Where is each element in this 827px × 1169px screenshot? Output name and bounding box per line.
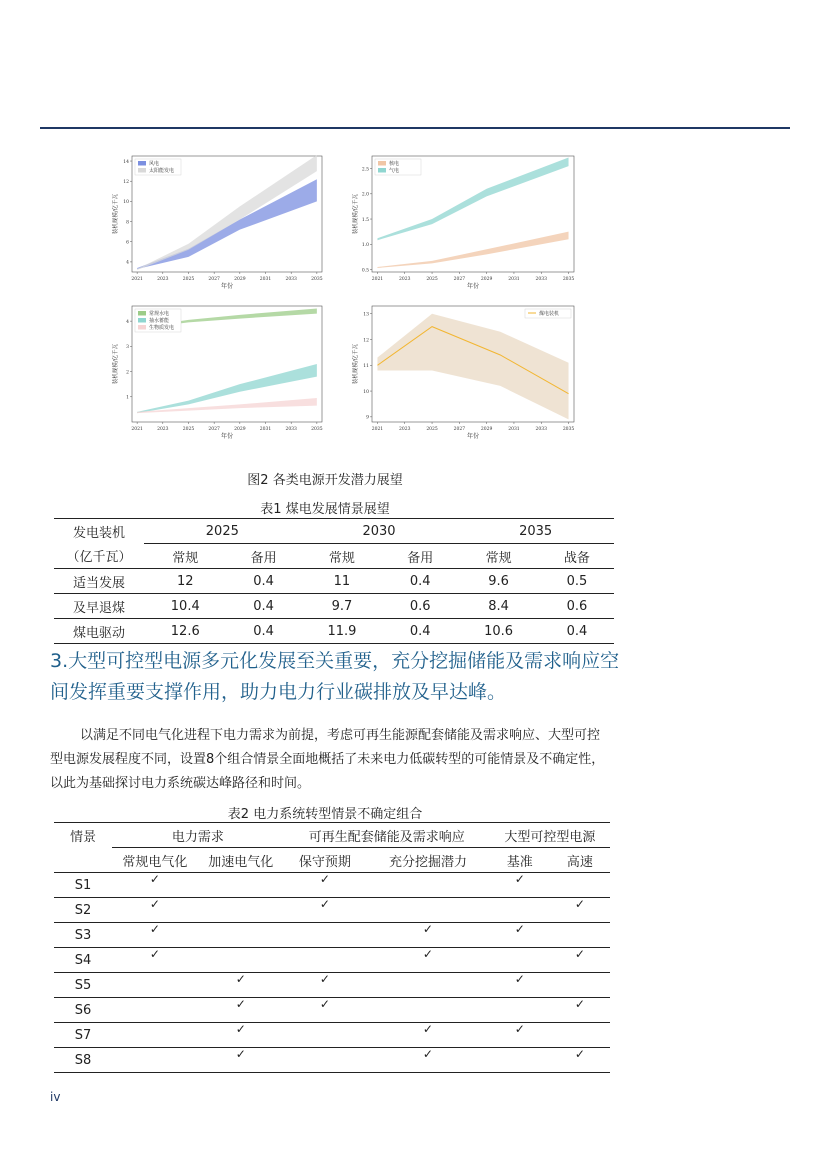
check-icon: ✓	[319, 896, 330, 911]
y-tick-label: 13	[363, 312, 369, 318]
y-axis-label: 装机规模/亿千瓦	[353, 343, 359, 385]
table2-cell	[198, 1048, 284, 1073]
legend-swatch	[138, 161, 146, 166]
table-row	[54, 873, 610, 898]
table2-group: 电力需求	[112, 823, 284, 848]
x-tick-label: 2031	[259, 277, 272, 282]
legend-swatch	[138, 318, 146, 323]
table1-subhead: 常规	[144, 544, 227, 569]
legend-label: 气电	[389, 168, 400, 174]
table2-cell	[112, 873, 198, 898]
section-heading: 3.大型可控型电源多元化发展至关重要，充分挖掘储能及需求响应空间发挥重要支撑作用，助力电力行业碳排放及早达峰。	[50, 650, 620, 703]
table2-cell	[550, 898, 610, 923]
page-number: iv	[50, 1090, 61, 1104]
y-axis-label: 装机规模/亿千瓦	[113, 193, 119, 235]
table2-cell	[550, 948, 610, 973]
table2-cell	[284, 1048, 366, 1073]
y-tick-label: 3	[126, 345, 129, 351]
check-icon: ✓	[319, 971, 330, 986]
y-tick-label: 4	[126, 260, 129, 266]
x-tick-label: 2021	[371, 277, 384, 282]
x-tick-label: 2031	[508, 277, 520, 282]
table2-cell	[198, 898, 284, 923]
figure-caption: 图2 各类电源开发潜力展望	[247, 473, 403, 488]
table1-cell: 0.6	[383, 594, 457, 619]
table2-cell	[490, 898, 550, 923]
table2-cell	[198, 948, 284, 973]
body-paragraph: 以满足不同电气化进程下电力需求为前提，考虑可再生能源配套储能及需求响应、大型可控型电源发展程度不同，设置8个组合情景全面地概括了未来电力低碳转型的可能情景及不确定性，以此为基础探讨电力系统碳达峰路径和时间。	[50, 728, 605, 791]
x-tick-label: 2023	[157, 427, 169, 432]
legend-label: 风电	[149, 161, 160, 167]
x-tick-label: 2033	[535, 427, 547, 432]
x-tick-label: 2027	[453, 277, 466, 282]
table2-cell	[112, 898, 198, 923]
table2-cell	[284, 923, 366, 948]
y-axis-label: 装机规模/亿千瓦	[353, 193, 359, 235]
table1-year: 2035	[457, 519, 614, 544]
check-icon: ✓	[422, 921, 433, 936]
y-tick-label: 4	[126, 319, 129, 325]
legend-label: 生物质发电	[149, 325, 175, 331]
table2-cell	[490, 1048, 550, 1073]
check-icon: ✓	[149, 946, 160, 961]
band-area	[377, 314, 568, 420]
x-tick-label: 2029	[480, 427, 493, 432]
table2-cell	[366, 973, 490, 998]
table2-cell	[284, 1023, 366, 1048]
check-icon: ✓	[574, 946, 585, 961]
check-icon: ✓	[319, 996, 330, 1011]
check-icon: ✓	[514, 871, 525, 886]
x-tick-label: 2021	[371, 427, 384, 432]
legend-label: 常规水电	[149, 311, 170, 317]
check-icon: ✓	[235, 1046, 246, 1061]
legend-swatch	[138, 168, 146, 173]
x-tick-label: 2033	[535, 277, 547, 282]
table2-cell	[490, 973, 550, 998]
x-axis-label: 年份	[466, 433, 480, 440]
table1-year: 2025	[144, 519, 301, 544]
x-tick-label: 2033	[285, 427, 297, 432]
y-tick-label: 1.0	[361, 243, 369, 249]
table1-subhead: 战备	[540, 544, 614, 569]
table2-group: 大型可控型电源	[490, 823, 610, 848]
table-row	[54, 1023, 610, 1048]
table-row	[54, 619, 614, 644]
check-icon: ✓	[319, 871, 330, 886]
x-tick-label: 2029	[234, 277, 246, 282]
table-row	[54, 948, 610, 973]
check-icon: ✓	[422, 946, 433, 961]
legend-label: 核电	[389, 161, 400, 167]
table1-head-label: 发电装机	[54, 519, 144, 544]
table-row	[54, 923, 610, 948]
table2-cell	[112, 998, 198, 1023]
table1-cell: 0.4	[227, 619, 301, 644]
table1-title: 表1 煤电发展情景展望	[260, 502, 390, 517]
table2-cell	[366, 898, 490, 923]
table1-subhead: 备用	[227, 544, 301, 569]
check-icon: ✓	[514, 921, 525, 936]
table1-subhead: 备用	[383, 544, 457, 569]
table1-cell: 10.4	[144, 594, 227, 619]
x-tick-label: 2029	[480, 277, 493, 282]
table1-year: 2030	[301, 519, 458, 544]
check-icon: ✓	[574, 1046, 585, 1061]
x-tick-label: 2035	[562, 427, 575, 432]
table2-cell	[366, 923, 490, 948]
band-area	[377, 232, 568, 268]
table2-cell	[198, 973, 284, 998]
table1-cell: 0.5	[540, 569, 614, 594]
y-tick-label: 2.5	[361, 167, 369, 173]
table2-cell	[550, 923, 610, 948]
y-tick-label: 8	[126, 220, 129, 226]
table2-cell	[198, 998, 284, 1023]
y-tick-label: 9	[366, 415, 369, 421]
table2-cell	[112, 923, 198, 948]
table1-cell: 12	[144, 569, 227, 594]
table2-cell	[550, 973, 610, 998]
table2-cell	[198, 1023, 284, 1048]
table2-cell	[550, 873, 610, 898]
check-icon: ✓	[574, 996, 585, 1011]
y-tick-label: 1.5	[361, 217, 369, 223]
table-row	[54, 569, 614, 594]
x-tick-label: 2031	[259, 427, 272, 432]
check-icon: ✓	[514, 971, 525, 986]
table2-row-name: S6	[54, 998, 112, 1023]
table1-row-name: 及早退煤	[54, 594, 144, 619]
x-axis-label: 年份	[466, 283, 480, 290]
x-axis-label: 年份	[220, 283, 234, 290]
table2-cell	[366, 1048, 490, 1073]
check-icon: ✓	[149, 871, 160, 886]
figure-charts	[108, 150, 588, 450]
table1-cell: 12.6	[144, 619, 227, 644]
y-tick-label: 10	[363, 389, 369, 395]
table2-row-name: S1	[54, 873, 112, 898]
table2-subhead: 常规电气化	[112, 848, 198, 873]
legend-label: 煤电装机	[539, 311, 560, 317]
table1-subhead: 常规	[457, 544, 540, 569]
table1-cell: 11	[301, 569, 384, 594]
table1-cell: 11.9	[301, 619, 384, 644]
table2-row-name: S2	[54, 898, 112, 923]
legend-swatch	[138, 325, 146, 330]
x-tick-label: 2035	[562, 277, 575, 282]
table2-cell	[490, 998, 550, 1023]
legend-swatch	[378, 168, 386, 173]
table2-cell	[366, 998, 490, 1023]
table2-cell	[284, 948, 366, 973]
table2-blank	[54, 848, 112, 873]
table1-cell: 0.4	[383, 619, 457, 644]
check-icon: ✓	[149, 921, 160, 936]
table1	[54, 518, 614, 644]
table-row	[54, 898, 610, 923]
check-icon: ✓	[235, 996, 246, 1011]
table-row	[54, 594, 614, 619]
x-tick-label: 2027	[453, 427, 466, 432]
table2-cell	[550, 1023, 610, 1048]
table2-group: 可再生配套储能及需求响应	[284, 823, 490, 848]
x-tick-label: 2027	[208, 427, 220, 432]
table2-row-name: S7	[54, 1023, 112, 1048]
y-tick-label: 1	[126, 395, 129, 401]
table2-cell	[198, 873, 284, 898]
table2-cell	[284, 873, 366, 898]
table-row	[54, 998, 610, 1023]
table1-cell: 0.4	[227, 594, 301, 619]
table1-cell: 8.4	[457, 594, 540, 619]
x-tick-label: 2033	[285, 277, 297, 282]
table1-row-name: 适当发展	[54, 569, 144, 594]
table2-cell	[112, 1023, 198, 1048]
table2-cell	[490, 948, 550, 973]
y-tick-label: 14	[123, 159, 129, 165]
table2-cell	[284, 898, 366, 923]
check-icon: ✓	[514, 1021, 525, 1036]
table-row	[54, 973, 610, 998]
check-icon: ✓	[422, 1046, 433, 1061]
check-icon: ✓	[422, 1021, 433, 1036]
table2-cell	[112, 1048, 198, 1073]
table1-head-unit: （亿千瓦）	[54, 544, 144, 569]
y-tick-label: 12	[363, 338, 369, 344]
header-rule	[40, 127, 790, 129]
x-tick-label: 2035	[311, 427, 323, 432]
table2-cell	[284, 998, 366, 1023]
x-tick-label: 2021	[131, 277, 143, 282]
x-tick-label: 2027	[208, 277, 220, 282]
table2-cell	[490, 1023, 550, 1048]
legend-label: 抽水蓄能	[149, 318, 170, 324]
table2-cell	[490, 873, 550, 898]
table2-cell	[550, 998, 610, 1023]
table2-cell	[366, 948, 490, 973]
table1-cell: 9.6	[457, 569, 540, 594]
table2-row-name: S4	[54, 948, 112, 973]
x-tick-label: 2025	[182, 277, 195, 282]
table2-row-name: S5	[54, 973, 112, 998]
legend-swatch	[378, 161, 386, 166]
y-tick-label: 0.5	[361, 268, 369, 274]
x-axis-label: 年份	[220, 433, 234, 440]
check-icon: ✓	[235, 971, 246, 986]
y-tick-label: 10	[123, 200, 129, 206]
table2-subhead: 高速	[550, 848, 610, 873]
table2-cell	[550, 1048, 610, 1073]
table2-cell	[490, 923, 550, 948]
table1-cell: 0.4	[383, 569, 457, 594]
table2-subhead: 基准	[490, 848, 550, 873]
table1-cell: 0.4	[227, 569, 301, 594]
table2-cell	[366, 873, 490, 898]
table2	[54, 822, 610, 1073]
band-area	[137, 398, 317, 413]
x-tick-label: 2025	[426, 427, 438, 432]
x-tick-label: 2031	[508, 427, 520, 432]
x-tick-label: 2035	[311, 277, 323, 282]
table-row	[54, 1048, 610, 1073]
check-icon: ✓	[574, 896, 585, 911]
y-tick-label: 11	[363, 364, 369, 370]
x-tick-label: 2025	[426, 277, 438, 282]
check-icon: ✓	[149, 896, 160, 911]
table1-cell: 9.7	[301, 594, 384, 619]
y-tick-label: 2.0	[361, 192, 369, 198]
x-tick-label: 2023	[399, 427, 411, 432]
table2-subhead: 充分挖掘潜力	[366, 848, 490, 873]
table2-row-label: 情景	[54, 823, 112, 848]
table1-cell: 0.4	[540, 619, 614, 644]
x-tick-label: 2023	[157, 277, 169, 282]
table2-cell	[112, 948, 198, 973]
y-axis-label: 装机规模/亿千瓦	[113, 343, 119, 385]
table2-row-name: S8	[54, 1048, 112, 1073]
table1-cell: 0.6	[540, 594, 614, 619]
table2-row-name: S3	[54, 923, 112, 948]
table2-cell	[112, 973, 198, 998]
table2-title: 表2 电力系统转型情景不确定组合	[227, 807, 423, 822]
x-tick-label: 2021	[131, 427, 143, 432]
y-tick-label: 12	[123, 180, 129, 186]
table2-subhead: 保守预期	[284, 848, 366, 873]
x-tick-label: 2025	[182, 427, 195, 432]
table1-subhead: 常规	[301, 544, 384, 569]
y-tick-label: 6	[126, 240, 129, 246]
check-icon: ✓	[235, 1021, 246, 1036]
x-tick-label: 2029	[234, 427, 246, 432]
table2-subhead: 加速电气化	[198, 848, 284, 873]
table1-row-name: 煤电驱动	[54, 619, 144, 644]
x-tick-label: 2023	[399, 277, 411, 282]
y-tick-label: 2	[126, 370, 129, 376]
legend-label: 太阳能发电	[149, 168, 175, 174]
table2-cell	[284, 973, 366, 998]
table2-cell	[198, 923, 284, 948]
table1-cell: 10.6	[457, 619, 540, 644]
table2-cell	[366, 1023, 490, 1048]
legend-swatch	[138, 311, 146, 316]
